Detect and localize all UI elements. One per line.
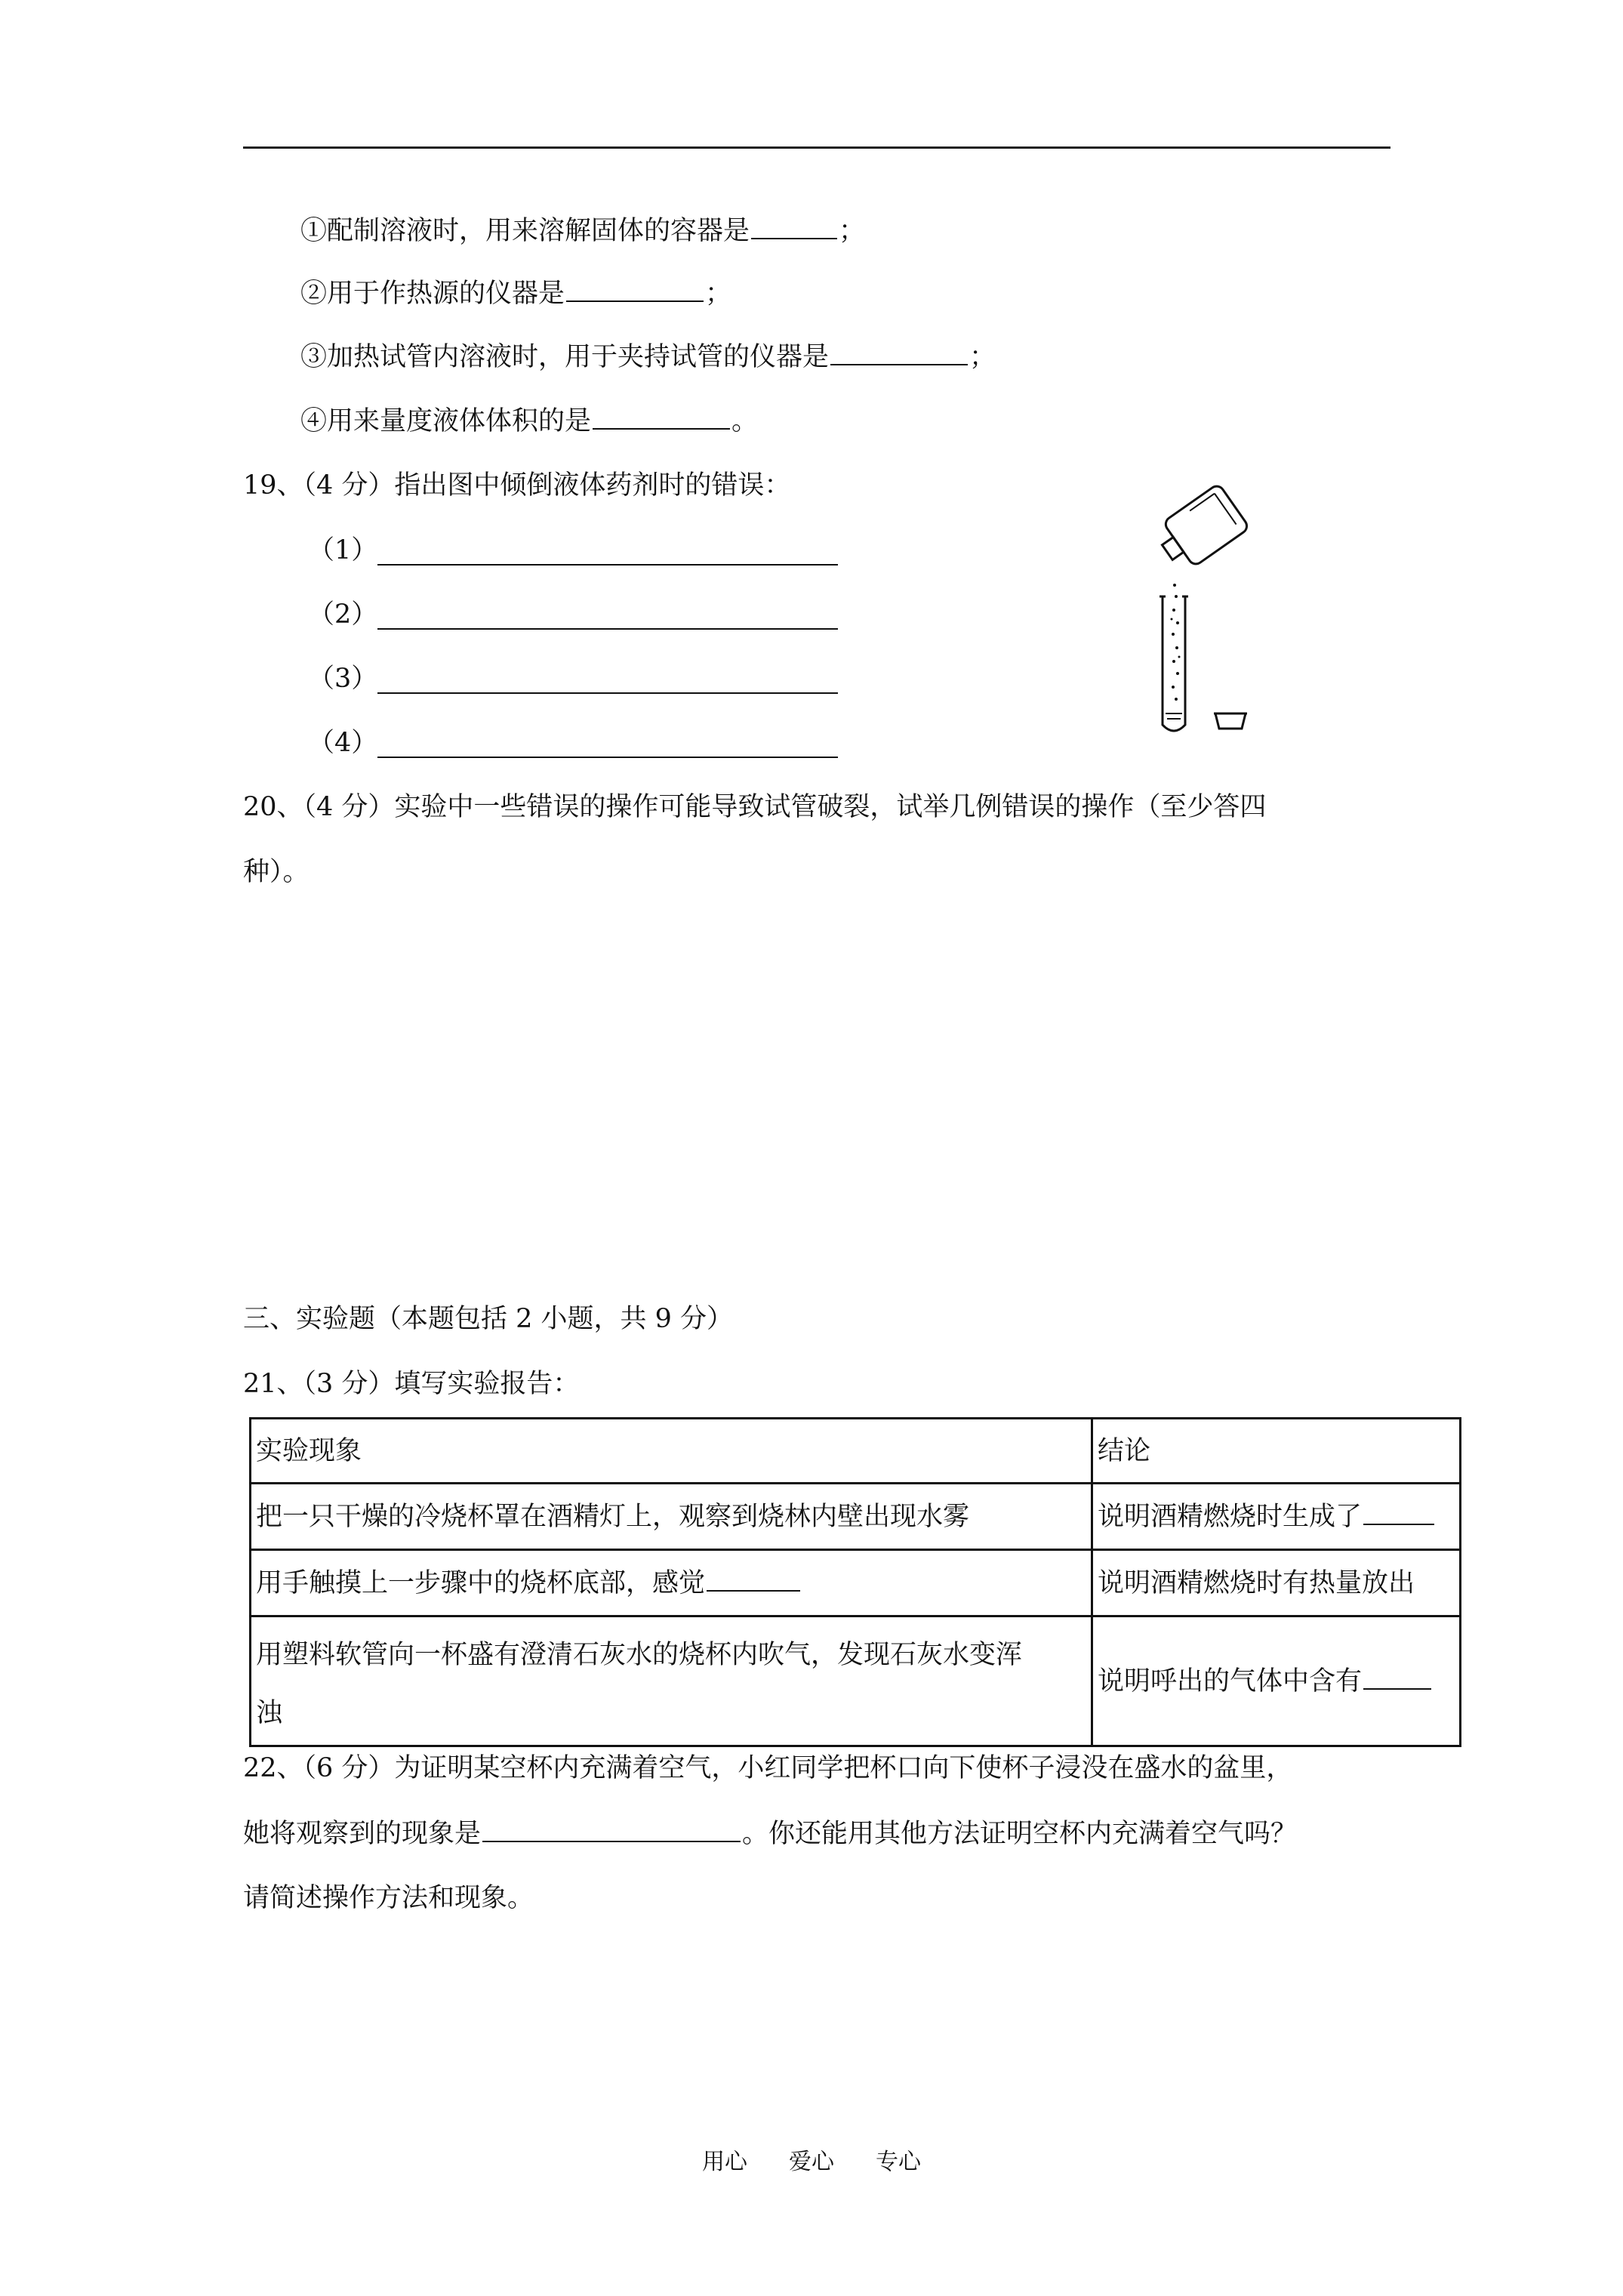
q19-title: 19、（4 分）指出图中倾倒液体药剂时的错误： [243, 470, 791, 501]
answer-blank[interactable] [830, 340, 968, 365]
q19-label-3: （3） [308, 664, 378, 694]
q18-item-3: ③加热试管内溶液时，用于夹持试管的仪器是 ； [300, 340, 996, 374]
table-header-row [251, 1419, 1461, 1484]
pouring-liquid-diagram [1132, 483, 1261, 740]
answer-blank[interactable] [1363, 1664, 1431, 1690]
answer-blank[interactable] [751, 214, 837, 239]
header-phenomenon: 实验现象 [251, 1419, 1092, 1484]
conclusion-cell: 说明呼出的气体中含有 [1092, 1616, 1461, 1746]
table-row [251, 1484, 1461, 1550]
phenomenon-cell: 用手触摸上一步骤中的烧杯底部，感觉 [251, 1550, 1092, 1616]
phenomenon-cell: 把一只干燥的冷烧杯罩在酒精灯上，观察到烧林内壁出现水雾 [251, 1484, 1092, 1550]
q22-line-2: 她将观察到的现象是 。你还能用其他方法证明空杯内充满着空气吗？ [243, 1817, 1297, 1851]
answer-blank[interactable] [1363, 1499, 1434, 1525]
q18-item-1: ①配制溶液时，用来溶解固体的容器是 ； [300, 214, 865, 248]
q21-title: 21、（3 分）填写实验报告： [243, 1369, 580, 1399]
footer-text-2: 爱心 [789, 2149, 834, 2175]
answer-blank[interactable] [566, 276, 704, 302]
q19-label-4: （4） [308, 728, 378, 758]
q22-line-1: 22、（6 分）为证明某空杯内充满着空气，小红同学把杯口向下使杯子浸没在盛水的盆里， [243, 1753, 1293, 1783]
table-row [251, 1616, 1461, 1746]
q19-answer-line-2[interactable] [377, 628, 838, 630]
conclusion-cell: 说明酒精燃烧时有热量放出 [1092, 1550, 1461, 1616]
conclusion-cell: 说明酒精燃烧时生成了 [1092, 1484, 1461, 1550]
table-row [251, 1550, 1461, 1616]
q22-line-3: 请简述操作方法和现象。 [243, 1883, 534, 1913]
phenomenon-cell: 用塑料软管向一杯盛有澄清石灰水的烧杯内吹气，发现石灰水变浑 浊 [251, 1616, 1092, 1746]
footer-text-1: 用心 [702, 2149, 747, 2175]
answer-blank[interactable] [707, 1566, 800, 1592]
header-conclusion: 结论 [1092, 1419, 1461, 1484]
q18-item-2: ②用于作热源的仪器是 ； [300, 276, 731, 310]
q19-answer-line-3[interactable] [377, 692, 838, 694]
q19-answer-line-4[interactable] [377, 757, 838, 758]
q19-label-1: （1） [308, 535, 378, 566]
answer-blank[interactable] [482, 1817, 741, 1842]
q20-answer-area[interactable] [243, 898, 1390, 1261]
q19-answer-line-1[interactable] [377, 564, 838, 566]
header-rule [243, 146, 1390, 149]
section-3-heading: 三、实验题（本题包括 2 小题，共 9 分） [243, 1304, 734, 1334]
answer-blank[interactable] [593, 404, 730, 430]
q18-item-4: ④用来量度液体体积的是 。 [300, 404, 758, 438]
experiment-report-table [249, 1417, 1461, 1747]
q20-line-2: 种）。 [243, 857, 310, 887]
q19-label-2: （2） [308, 599, 378, 630]
footer-text-3: 专心 [876, 2149, 921, 2175]
q20-line-1: 20、（4 分）实验中一些错误的操作可能导致试管破裂，试举几例错误的操作（至少答四 [243, 792, 1267, 822]
